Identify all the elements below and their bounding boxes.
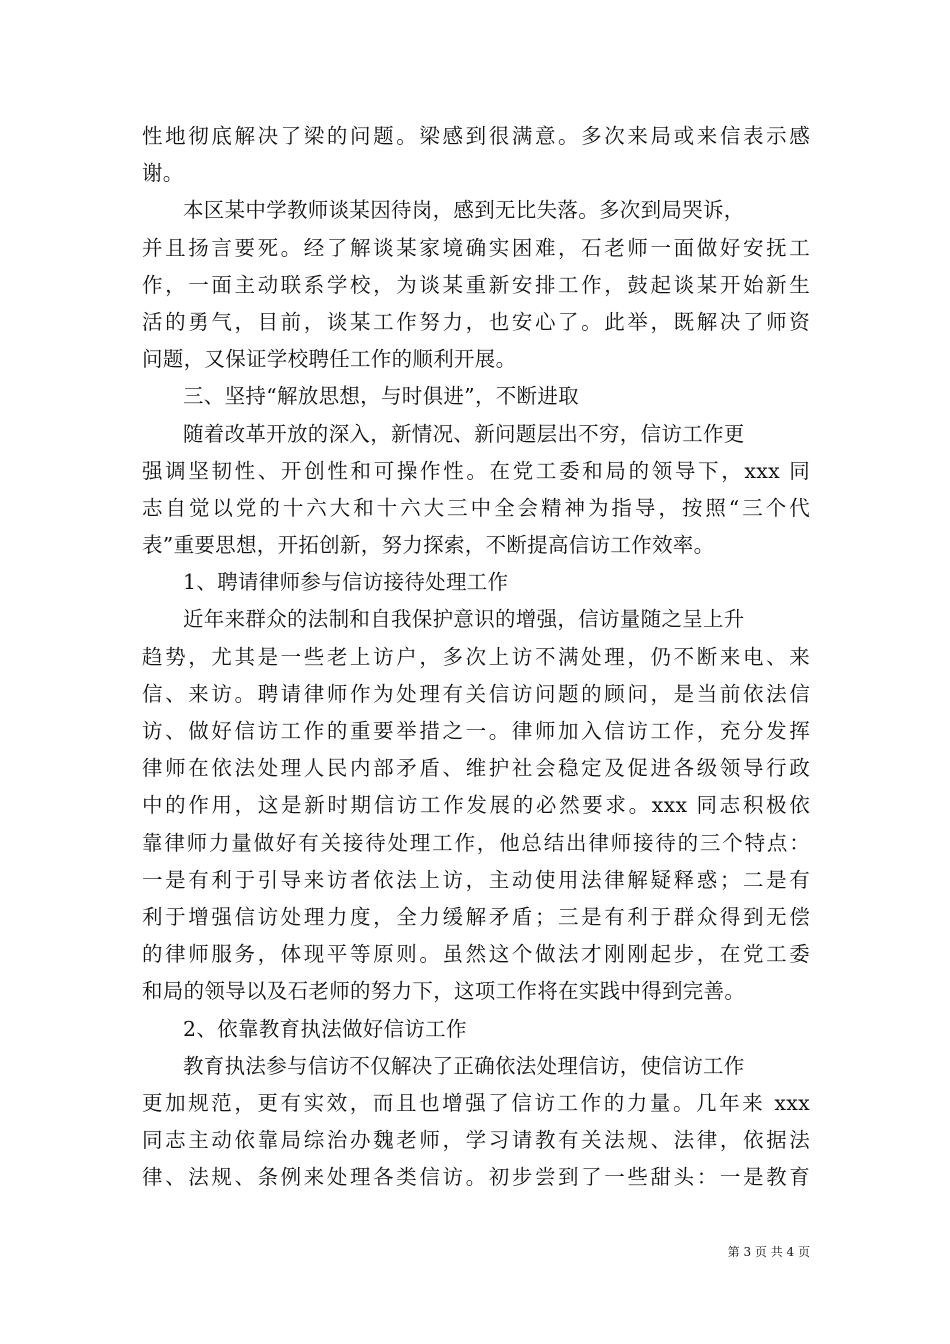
text-line: 并且扬言要死。经了解谈某家境确实困难，石老师一面做好安抚工 [142, 235, 810, 260]
text-line: 活的勇气，目前，谈某工作努力，也安心了。此举，既解决了师资 [142, 309, 810, 334]
text-line: 律师在依法处理人民内部矛盾、维护社会稳定及促进各级领导行政 [142, 756, 810, 781]
text-line: 作，一面主动联系学校，为谈某重新安排工作，鼓起谈某开始新生 [142, 272, 810, 297]
text-line: 信、来访。聘请律师作为处理有关信访问题的顾问，是当前依法信 [142, 681, 810, 706]
page-number-footer: 第 3 页 共 4 页 [727, 1245, 810, 1259]
text-line: 谢。 [142, 161, 184, 186]
text-line: 强调坚韧性、开创性和可操作性。在党工委和局的领导下，xxx 同 [142, 458, 810, 483]
text-line: 中的作用，这是新时期信访工作发展的必然要求。xxx 同志积极依 [142, 793, 810, 818]
text-line: 律、法规、条例来处理各类信访。初步尝到了一些甜头：一是教育 [142, 1165, 810, 1190]
text-line: 同志主动依靠局综治办魏老师，学习请教有关法规、法律，依据法 [142, 1128, 810, 1153]
text-line: 访、做好信访工作的重要举措之一。律师加入信访工作，充分发挥 [142, 719, 810, 743]
paragraph-start-line: 本区某中学教师谈某因待岗，感到无比失落。多次到局哭诉， [183, 198, 745, 223]
text-line: 趋势，尤其是一些老上访户，多次上访不满处理，仍不断来电、来 [142, 644, 810, 669]
text-line: 一是有利于引导来访者依法上访，主动使用法律解疑释惑；二是有 [142, 867, 810, 892]
paragraph-start-line: 随着改革开放的深入，新情况、新问题层出不穷，信访工作更 [183, 421, 745, 446]
text-line: 性地彻底解决了梁的问题。梁感到很满意。多次来局或来信表示感 [142, 124, 810, 148]
subsection-heading: 1、聘请律师参与信访接待处理工作 [183, 570, 509, 595]
text-line: 和局的领导以及石老师的努力下，这项工作将在实践中得到完善。 [142, 979, 746, 1004]
paragraph-start-line: 近年来群众的法制和自我保护意识的增强，信访量随之呈上升 [183, 607, 745, 632]
text-line: 问题，又保证学校聘任工作的顺利开展。 [142, 347, 517, 372]
text-line: 更加规范，更有实效，而且也增强了信访工作的力量。几年来 xxx [142, 1090, 810, 1115]
paragraph-start-line: 教育执法参与信访不仅解决了正确依法处理信访，使信访工作 [183, 1053, 745, 1078]
text-line: 利于增强信访处理力度，全力缓解矛盾；三是有利于群众得到无偿 [142, 904, 810, 929]
subsection-heading: 2、依靠教育执法做好信访工作 [183, 1016, 467, 1041]
text-line: 表”重要思想，开拓创新，努力探索，不断提高信访工作效率。 [142, 533, 715, 558]
document-page [142, 118, 810, 1196]
text-line: 志自觉以党的十六大和十六大三中全会精神为指导，按照“三个代 [142, 495, 810, 520]
text-line: 的律师服务，体现平等原则。虽然这个做法才刚刚起步，在党工委 [142, 942, 810, 967]
text-line: 靠律师力量做好有关接待处理工作，他总结出律师接待的三个特点： [142, 830, 810, 855]
section-heading: 三、坚持“解放思想，与时俱进”，不断进取 [183, 384, 579, 409]
